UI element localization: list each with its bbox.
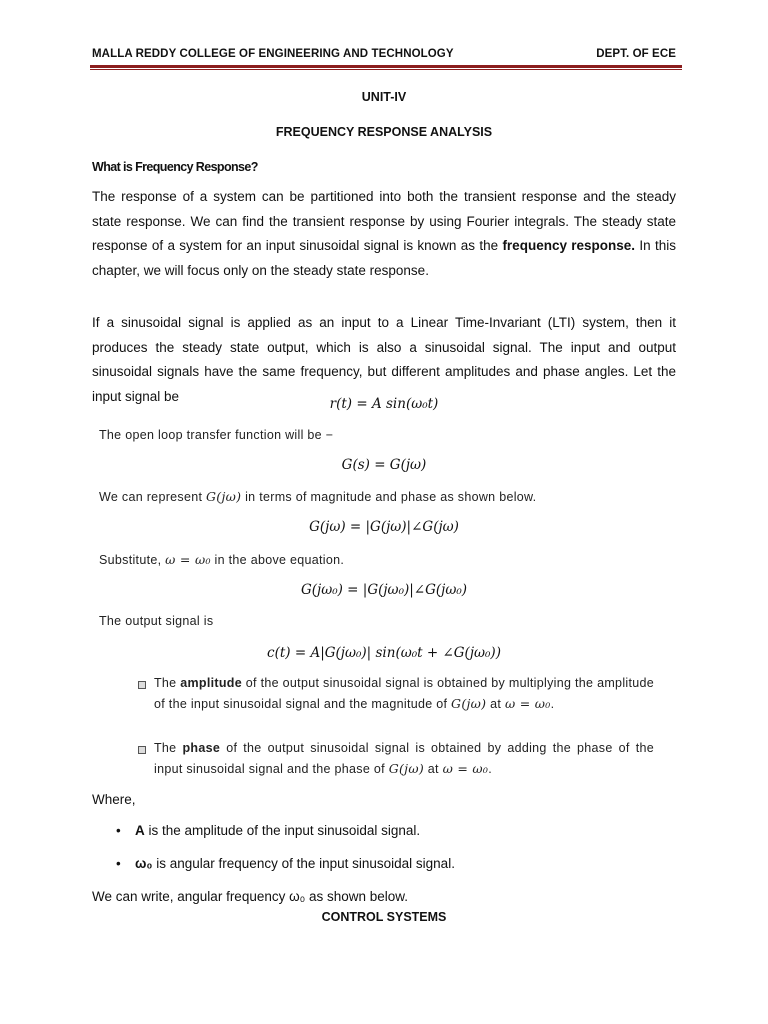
footer-title: CONTROL SYSTEMS [321, 910, 447, 924]
statement-substitute: Substitute, ω = ω₀ in the above equation. [99, 552, 345, 567]
equation-transfer-function: G(s) = G(jω) [341, 457, 427, 473]
header-rule-thick [90, 65, 682, 68]
bullet-dot-icon: • [116, 856, 121, 871]
statement-output-signal: The output signal is [99, 614, 214, 628]
equation-polar-form: G(jω) = |G(jω)|∠G(jω) [309, 519, 459, 535]
paragraph-intro: The response of a system can be partitioned into both the transient response and the steady state response. We can find the transient response by using Fourier integrals. The steady state response of a system for an input sinusoidal signal is known as the frequency response. In this chapter, we will focus only on the steady state response. [92, 189, 676, 278]
header-college: MALLA REDDY COLLEGE OF ENGINEERING AND TECHNOLOGY [92, 48, 454, 60]
bullet-square-icon [138, 746, 146, 754]
topic-title: FREQUENCY RESPONSE ANALYSIS [275, 125, 493, 139]
equation-output-signal: c(t) = A|G(jω₀)| sin(ω₀t + ∠G(jω₀)) [267, 645, 501, 661]
bullet-square-icon [138, 681, 146, 689]
header-rule-thin [90, 69, 682, 70]
paragraph-lti: If a sinusoidal signal is applied as an input to a Linear Time-Invariant (LTI) system, then it produces the steady state output, which is also a sinusoidal signal. The input and output sinusoidal signals have the same frequency, but different amplitudes and phase angles. Let the input signal be [92, 315, 676, 404]
bullet-amplitude: The amplitude of the output sinusoidal signal is obtained by multiplying the amplitude of the input sinusoidal signal and the magnitude of G(jω) at ω = ω₀. [154, 676, 654, 711]
bullet-dot-icon: • [116, 823, 121, 838]
statement-represent: We can represent G(jω) in terms of magnitude and phase as shown below. [99, 489, 537, 504]
write-angular-frequency: We can write, angular frequency ω₀ as shown below. [92, 889, 409, 904]
definition-angular-frequency: ω₀ is angular frequency of the input sinusoidal signal. [135, 856, 455, 871]
unit-title: UNIT-IV [361, 90, 407, 104]
equation-substituted: G(jω₀) = |G(jω₀)|∠G(jω₀) [300, 582, 468, 598]
section-question: What is Frequency Response? [92, 160, 258, 174]
definition-amplitude: A is the amplitude of the input sinusoidal signal. [135, 823, 421, 838]
header-dept: DEPT. OF ECE [596, 48, 676, 60]
equation-input-signal: r(t) = A sin(ω₀t) [329, 396, 439, 412]
where-label: Where, [92, 792, 136, 807]
statement-open-loop: The open loop transfer function will be − [99, 428, 334, 442]
bold-frequency-response: frequency response. [502, 238, 636, 253]
bullet-phase: The phase of the output sinusoidal signal is obtained by adding the phase of the input sinusoidal signal and the phase of G(jω) at ω = ω₀. [154, 741, 654, 776]
